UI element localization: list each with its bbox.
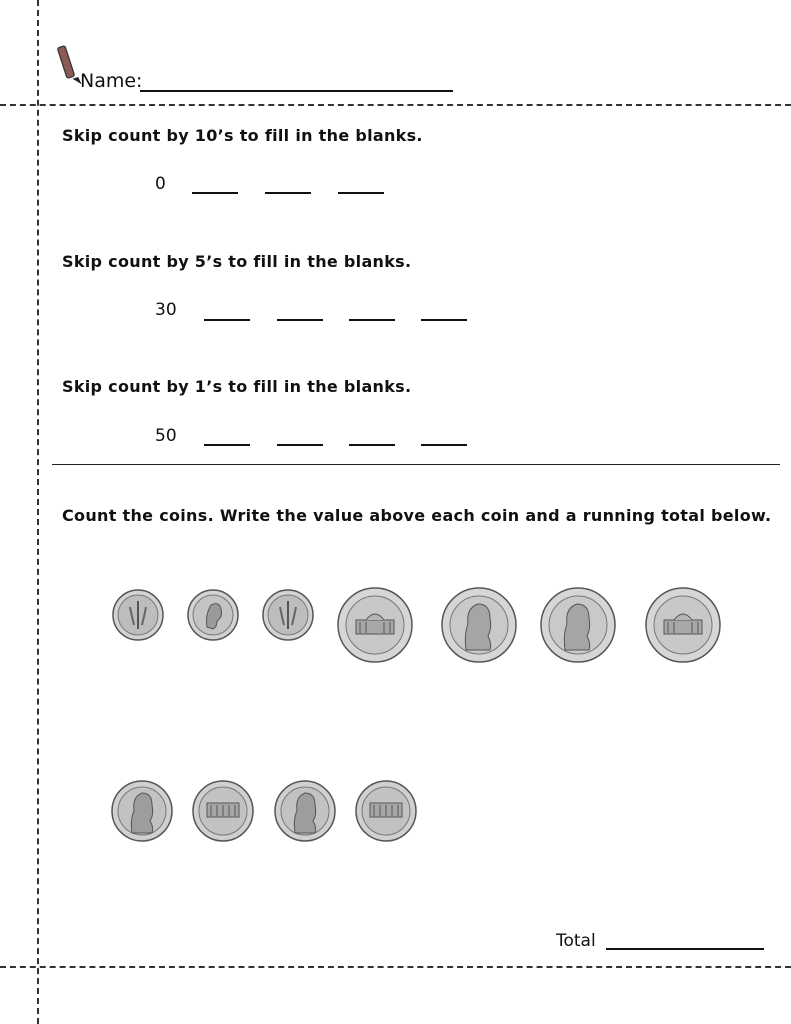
name-field[interactable] [140, 90, 453, 92]
dime-back-coin-icon [262, 589, 314, 641]
total-label: Total [556, 931, 596, 951]
start-number: 0 [155, 174, 166, 194]
blank-field[interactable] [204, 319, 250, 321]
blank-field[interactable] [204, 444, 250, 446]
instruction-skip-10: Skip count by 10’s to fill in the blanks. [62, 126, 423, 145]
instruction-skip-1: Skip count by 1’s to fill in the blanks. [62, 377, 412, 396]
blank-field[interactable] [277, 444, 323, 446]
name-label: Name: [80, 70, 143, 92]
section-divider [52, 464, 780, 465]
blank-field[interactable] [277, 319, 323, 321]
margin-dashed-line [37, 0, 39, 1024]
penny-front-coin-icon [273, 779, 337, 843]
dime-front-coin-icon [187, 589, 239, 641]
nickel-back-coin-icon [336, 586, 414, 664]
blank-field[interactable] [349, 444, 395, 446]
nickel-front-coin-icon [440, 586, 518, 664]
top-dashed-line [0, 104, 791, 106]
penny-back-coin-icon [191, 779, 255, 843]
start-number: 30 [155, 300, 177, 320]
pencil-icon [56, 44, 82, 90]
blank-field[interactable] [349, 319, 395, 321]
nickel-front-coin-icon [539, 586, 617, 664]
penny-front-coin-icon [110, 779, 174, 843]
nickel-back-coin-icon [644, 586, 722, 664]
start-number: 50 [155, 426, 177, 446]
instruction-skip-5: Skip count by 5’s to fill in the blanks. [62, 252, 412, 271]
bottom-dashed-line [0, 966, 791, 968]
blank-field[interactable] [192, 192, 238, 194]
total-field[interactable] [606, 948, 764, 950]
blank-field[interactable] [265, 192, 311, 194]
blank-field[interactable] [421, 444, 467, 446]
blank-field[interactable] [338, 192, 384, 194]
dime-back-coin-icon [112, 589, 164, 641]
blank-field[interactable] [421, 319, 467, 321]
penny-back-coin-icon [354, 779, 418, 843]
instruction-count-coins: Count the coins. Write the value above each coin and a running total below. [62, 506, 772, 525]
